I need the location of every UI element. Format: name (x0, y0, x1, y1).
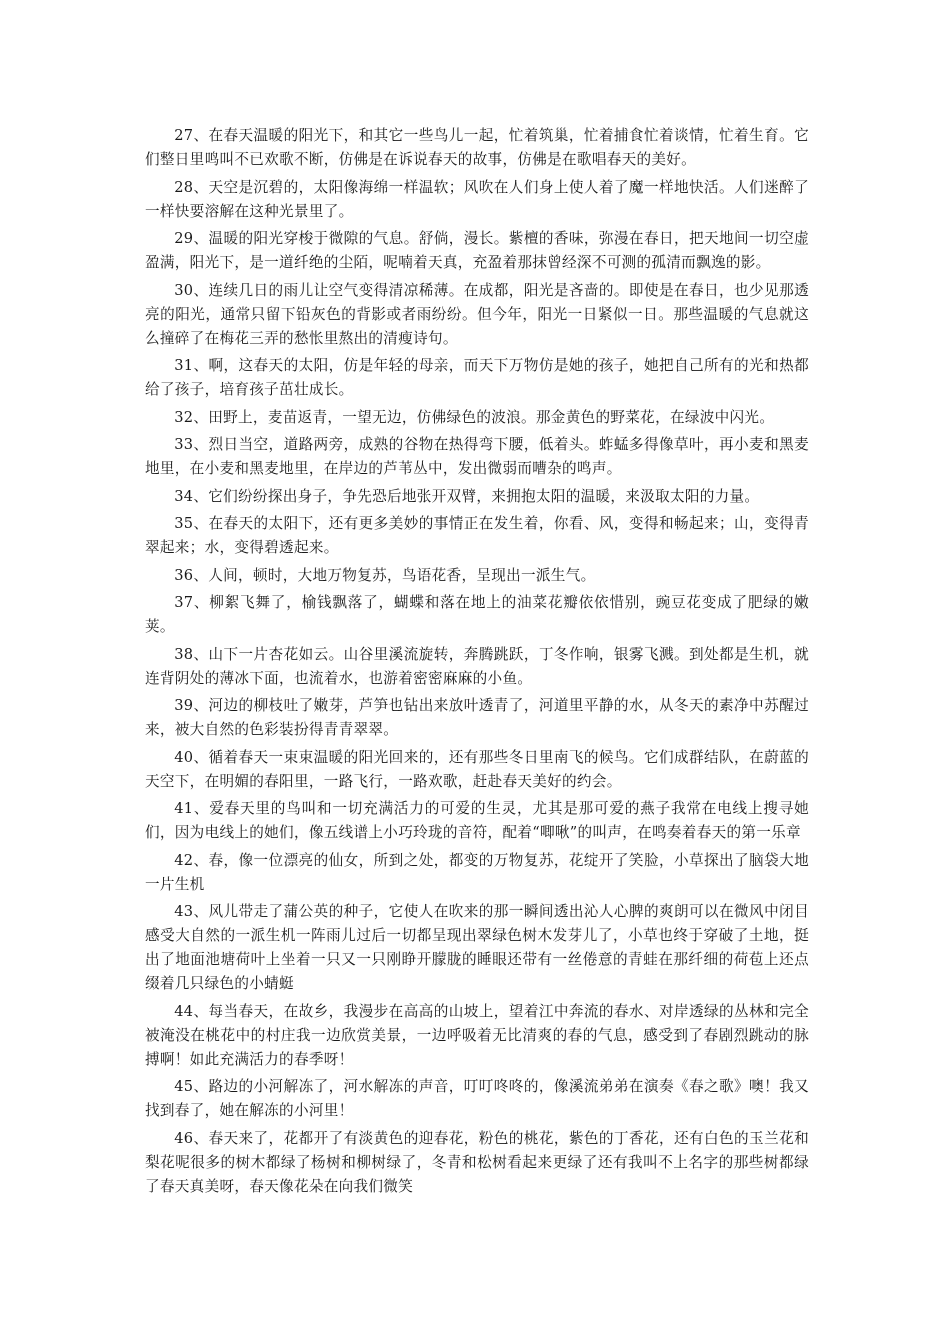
paragraph-32: 32、田野上，麦苗返青，一望无边，仿佛绿色的波浪。那金黄色的野菜花，在绿波中闪光。 (174, 408, 775, 426)
paragraph-28: 28、天空是沉碧的，太阳像海绵一样温软；风吹在人们身上使人着了魔一样地快活。人们迷醉了一样快要溶解在这种光景里了。 (145, 178, 809, 220)
paragraph-33: 33、烈日当空，道路两旁，成熟的谷物在热得弯下腰，低着头。蚱蜢多得像草叶，再小麦和黑麦地里，在小麦和黑麦地里，在岸边的芦苇丛中，发出微弱而嘈杂的鸣声。 (145, 436, 809, 477)
paragraph-45: 45、路边的小河解冻了，河水解冻的声音，叮叮咚咚的，像溪流弟弟在演奏《春之歌》噢！我又找到春了，她在解冻的小河里！ (145, 1078, 809, 1119)
paragraph-38: 38、山下一片杏花如云。山谷里溪流旋转，奔腾跳跃，丁冬作响，银雾飞溅。到处都是生机，就连背阴处的薄冰下面，也流着水，也游着密密麻麻的小鱼。 (145, 645, 809, 687)
document-body (145, 124, 809, 1202)
paragraph-46: 46、春天来了，花都开了有淡黄色的迎春花，粉色的桃花，紫色的丁香花，还有白色的玉兰花和梨花呢很多的树木都绿了杨树和柳树绿了，冬青和松树看起来更绿了还有我叫不上名字的那些树都绿了春天真美呀，春天像花朵在向我们微笑 (145, 1129, 809, 1195)
paragraph-41: 41、爱春天里的鸟叫和一切充满活力的可爱的生灵，尤其是那可爱的燕子我常在电线上搜寻她们，因为电线上的她们，像五线谱上小巧玲珑的音符，配着“唧啾”的叫声，在鸣奏着春天的第一乐章 (145, 800, 809, 841)
paragraph-34: 34、它们纷纷探出身子，争先恐后地张开双臂，来拥抱太阳的温暖，来汲取太阳的力量。 (174, 487, 760, 505)
paragraph-36: 36、人间，顿时，大地万物复苏，鸟语花香，呈现出一派生气。 (174, 566, 596, 584)
paragraph-27: 27、在春天温暖的阳光下，和其它一些鸟儿一起，忙着筑巢，忙着捕食忙着谈情，忙着生育。它们整日里鸣叫不已欢歌不断，仿佛是在诉说春天的故事，仿佛是在歌唱春天的美好。 (145, 127, 809, 168)
paragraph-31: 31、啊，这春天的太阳，仿是年轻的母亲，而天下万物仿是她的孩子，她把自己所有的光和热都给了孩子，培育孩子茁壮成长。 (145, 357, 809, 398)
paragraph-35: 35、在春天的太阳下，还有更多美妙的事情正在发生着，你看、风，变得和畅起来；山，变得青翠起来；水，变得碧透起来。 (145, 515, 809, 556)
paragraph-37: 37、柳絮飞舞了，榆钱飘落了，蝴蝶和落在地上的油菜花瓣依依惜别，豌豆花变成了肥绿的嫩荚。 (145, 594, 809, 635)
paragraph-40: 40、循着春天一束束温暖的阳光回来的，还有那些冬日里南飞的候鸟。它们成群结队，在蔚蓝的天空下，在明媚的春阳里，一路飞行，一路欢歌，赶赴春天美好的约会。 (145, 748, 809, 790)
paragraph-43: 43、风儿带走了蒲公英的种子，它使人在吹来的那一瞬间透出沁人心脾的爽朗可以在微风中闭目感受大自然的一派生机一阵雨儿过后一切都呈现出翠绿色树木发芽儿了，小草也终于穿破了土地，挺出了地面池塘荷叶上坐着一只又一只刚睁开朦胧的睡眼还带有一丝倦意的青蛙在那纤细的荷苞上还点缀着几只绿色的小蜻蜓 (145, 903, 809, 992)
paragraph-42: 42、春，像一位漂亮的仙女，所到之处，都变的万物复苏，花绽开了笑脸，小草探出了脑袋大地一片生机 (145, 851, 809, 893)
paragraph-44: 44、每当春天，在故乡，我漫步在高高的山坡上，望着江中奔流的春水、对岸透绿的丛林和完全被淹没在桃花中的村庄我一边欣赏美景，一边呼吸着无比清爽的春的气息，感受到了春剧烈跳动的脉搏啊！如此充满活力的春季呀！ (145, 1002, 809, 1068)
paragraph-30: 30、连续几日的雨儿让空气变得清凉稀薄。在成都，阳光是吝啬的。即使是在春日，也少见那透亮的阳光，通常只留下铅灰色的背影或者雨纷纷。但今年，阳光一日紧似一日。那些温暖的气息就这么撞碎了在梅花三弄的愁怅里熬出的清瘦诗句。 (145, 281, 809, 347)
paragraph-29: 29、温暖的阳光穿梭于微隙的气息。舒倘，漫长。紫檀的香味，弥漫在春日，把天地间一切空虚盈满，阳光下，是一道纤绝的尘陌，呢喃着天真，充盈着那抹曾经深不可测的孤清而飘逸的影。 (145, 230, 809, 271)
paragraph-39: 39、河边的柳枝吐了嫩芽，芦笋也钻出来放叶透青了，河道里平静的水，从冬天的素净中苏醒过来，被大自然的色彩装扮得青青翠翠。 (145, 697, 809, 738)
